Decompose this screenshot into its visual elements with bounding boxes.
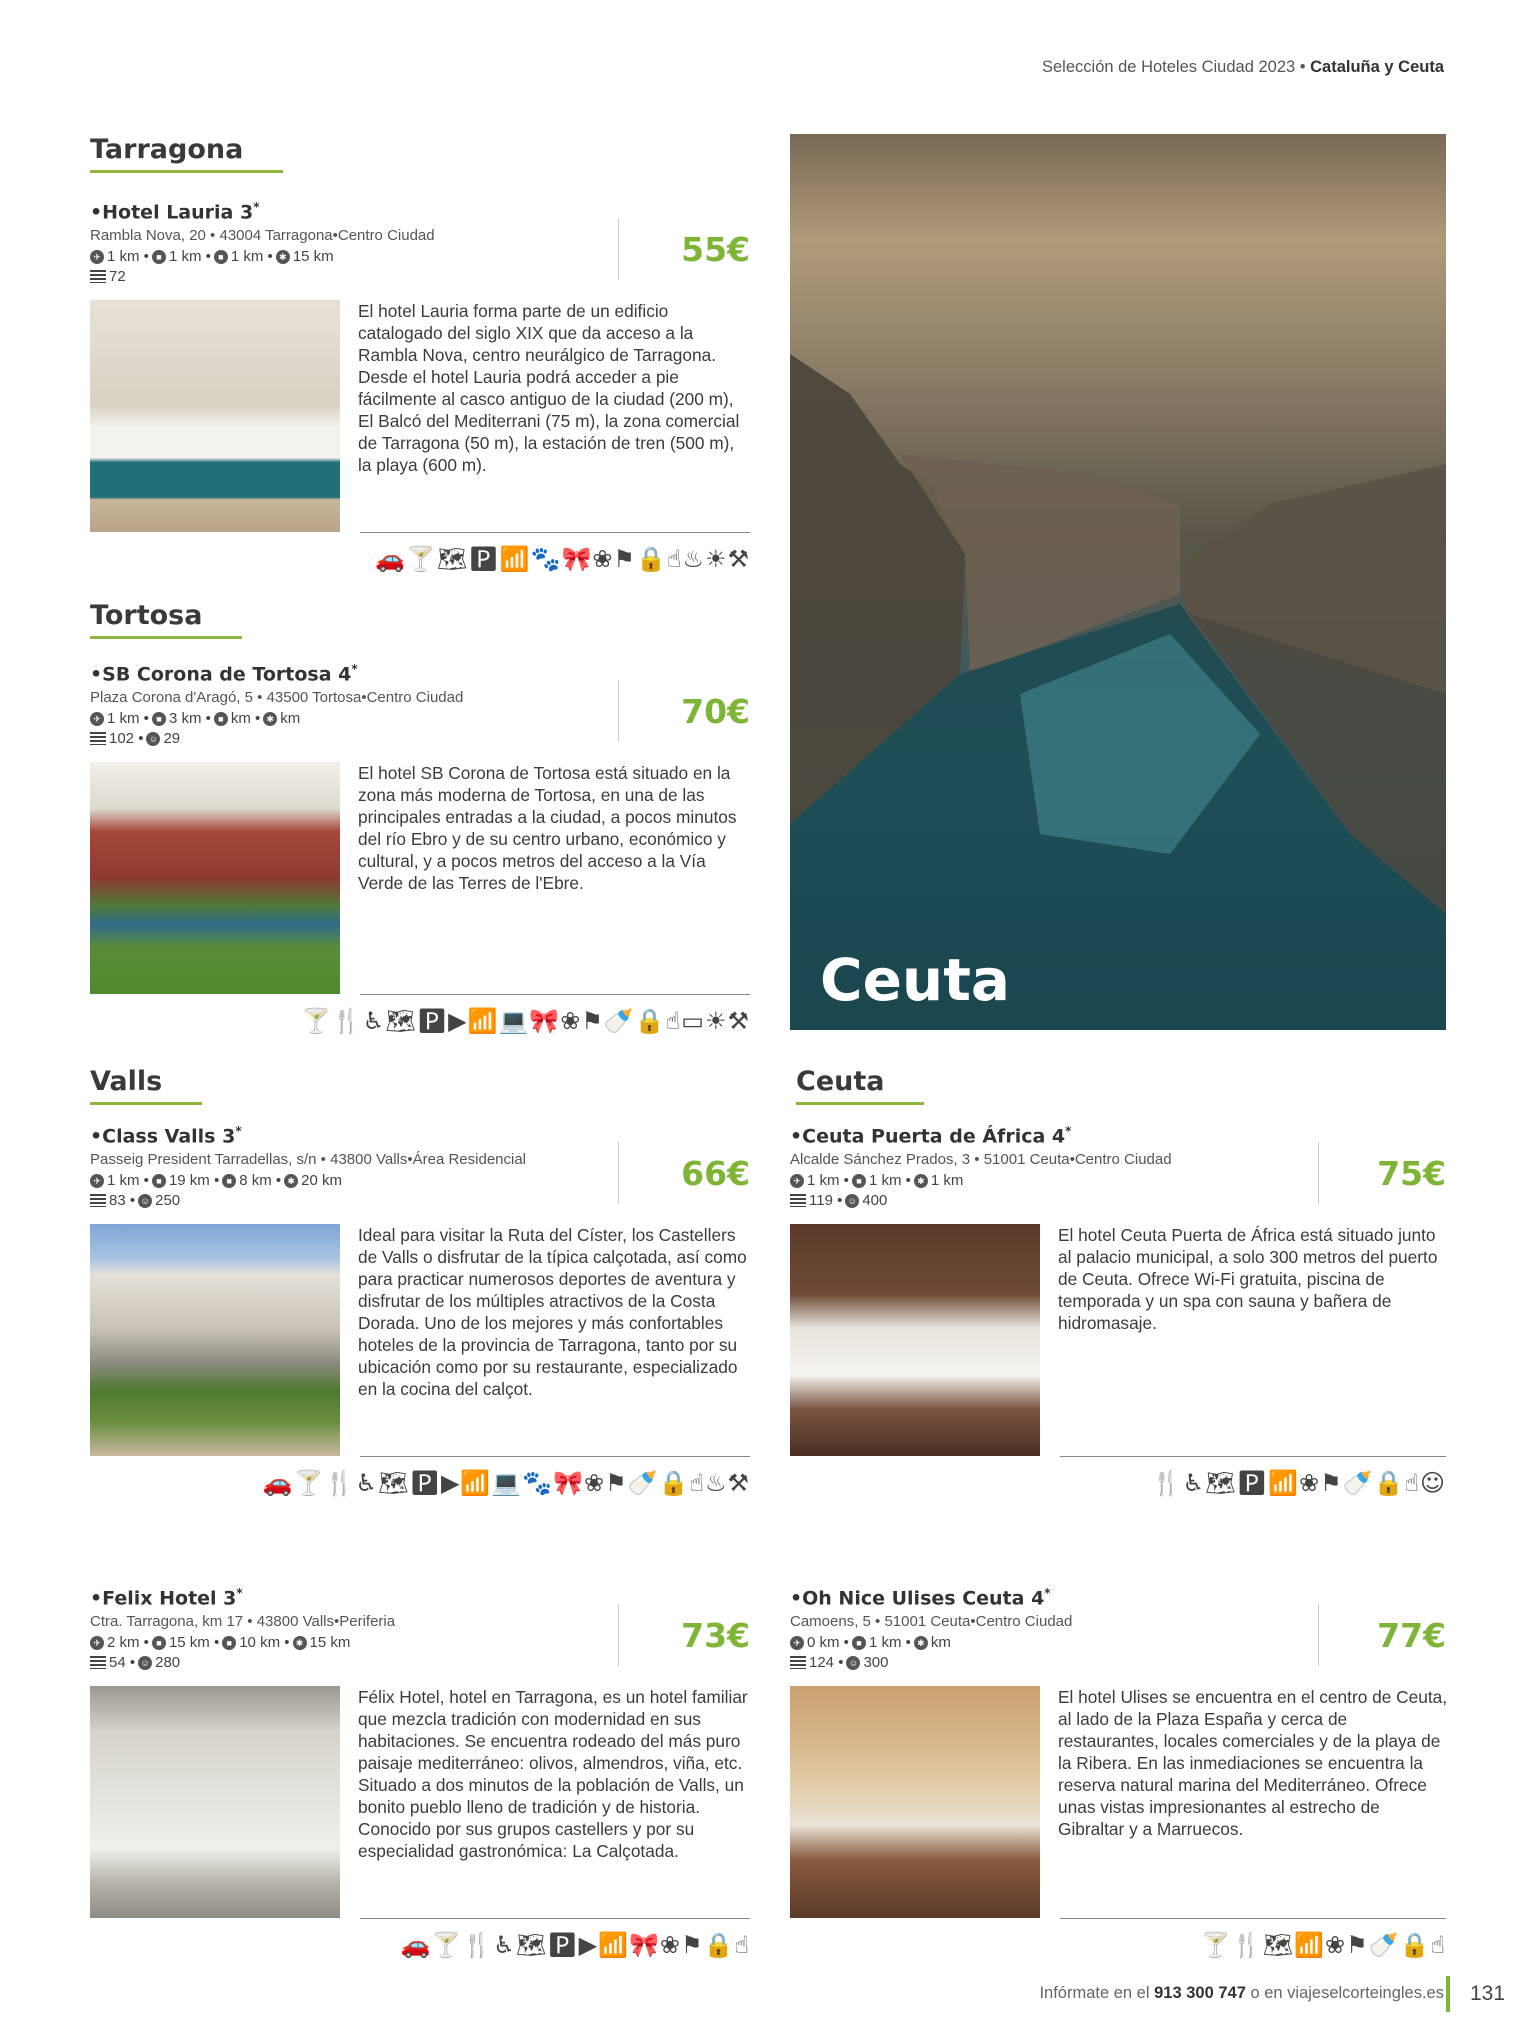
hotel-distances [790,1172,1450,1189]
people-icon: ☺ [845,1194,859,1208]
train-icon: ■ [852,1636,866,1650]
train-icon: ■ [152,1636,166,1650]
rooms-icon [90,1194,106,1207]
amenities-icon: 🍸🍴🗺📶❀⚑🍼🔒☝ [1200,1931,1446,1959]
hotel-distances [90,710,750,727]
plane-icon: ✈ [790,1636,804,1650]
distance-beach: 15 km [292,248,334,266]
rooms-count: 102 • [109,730,144,748]
hotel-name-text: •Class Valls 3 [90,1125,236,1148]
section-title: Tarragona [90,134,283,173]
divider [1060,1918,1446,1919]
rooms-count: 54 • [109,1654,136,1672]
divider [360,1456,750,1457]
page-header [1042,58,1444,77]
beach-icon: ✱ [284,1174,298,1188]
feature-image-caption: Ceuta [820,946,1011,1014]
hotel-distances [90,1634,750,1651]
hotel-star: * [236,1586,243,1600]
hotel-price: 70€ [681,692,750,731]
rooms-icon [790,1656,806,1669]
divider [618,1604,619,1666]
divider [360,1918,750,1919]
hotel-distances [90,1172,750,1189]
hotel-name [790,1124,1450,1147]
rooms-count: 83 • [109,1192,136,1210]
distance-train: 19 km • [168,1172,220,1190]
bus-icon: ■ [214,250,228,264]
hotel-description: El hotel Ulises se encuentra en el centro de Ceuta, al lado de la Plaza España y cerca de restaurantes, locales comerciales y de la playa de la Ribera. En las inmediaciones se encuentra la reserva natural marina del Mediterráneo. Ofrece unas vistas impresionantes al estrecho de Gibraltar y a Marruecos. [1058,1687,1448,1839]
hotel-capacity [90,1654,750,1671]
people-icon: ☺ [138,1656,152,1670]
distance-train: 3 km • [168,710,211,728]
hotel-name-text: •SB Corona de Tortosa 4 [90,663,352,686]
bus-icon: ■ [214,712,228,726]
hotel-address: Camoens, 5 • 51001 Ceuta•Centro Ciudad [790,1613,1073,1631]
distance-airport: 0 km • [807,1634,849,1652]
amenities-icon: 🍴♿🗺🅿📶❀⚑🍼🔒☝☺ [1151,1469,1446,1497]
hotel-name-text: •Oh Nice Ulises Ceuta 4 [790,1587,1045,1610]
beach-icon: ✱ [914,1636,928,1650]
footer-accent-bar [1446,1976,1450,2012]
distance-airport: 2 km • [107,1634,149,1652]
beach-icon: ✱ [914,1174,928,1188]
meeting-capacity: 280 [155,1654,181,1672]
hotel-card [90,662,750,1035]
header-text: Selección de Hoteles Ciudad 2023 • [1042,58,1311,76]
section-tortosa [90,600,242,639]
meeting-capacity: 29 [163,730,181,748]
meeting-capacity: 250 [155,1192,181,1210]
hotel-address: Ctra. Tarragona, km 17 • 43800 Valls•Periferia [90,1613,396,1631]
hotel-photo [90,1224,340,1456]
hotel-star: * [235,1124,242,1138]
hotel-address: Passeig President Tarradellas, s/n • 43800 Valls•Área Residencial [90,1151,527,1169]
distance-beach: km [280,710,301,728]
rooms-count: 119 • [809,1192,843,1210]
hotel-photo [90,762,340,994]
hotel-name [90,1124,750,1147]
hotel-price: 77€ [1377,1616,1446,1655]
feature-image-ceuta [790,134,1446,1030]
meeting-capacity: 300 [863,1654,889,1672]
hotel-capacity [790,1192,1450,1209]
hotel-star: * [253,200,260,214]
divider [618,218,619,280]
hotel-photo [790,1686,1040,1918]
beach-icon: ✱ [276,250,290,264]
people-icon: ☺ [146,732,160,746]
hotel-distances [90,248,750,265]
meeting-capacity: 400 [862,1192,888,1210]
divider [360,532,750,533]
bus-icon: ■ [222,1636,236,1650]
footer-contact [1039,1984,1444,2003]
distance-train: 1 km • [868,1172,911,1190]
hotel-capacity [90,268,750,285]
divider [618,1142,619,1204]
rooms-icon [790,1194,806,1207]
hotel-capacity [90,730,750,747]
hotel-card [790,1124,1450,1497]
bus-icon: ■ [222,1174,236,1188]
distance-train: 1 km • [168,248,211,266]
hotel-address: Rambla Nova, 20 • 43004 Tarragona•Centro Ciudad [90,227,435,245]
hotel-star: * [1065,1124,1072,1138]
distance-bus: km • [230,710,261,728]
section-tarragona [90,134,283,173]
divider [360,994,750,995]
plane-icon: ✈ [790,1174,804,1188]
divider [1318,1604,1319,1666]
amenities-icon: 🚗🍸🗺🅿📶🐾🎀❀⚑🔒☝♨☀⚒ [374,545,750,573]
hotel-description: El hotel Ceuta Puerta de África está situado junto al palacio municipal, a solo 300 metros del puerto de Ceuta. Ofrece Wi-Fi gratuita, piscina de temporada y un spa con sauna y bañera de hidromasaje. [1058,1225,1438,1333]
header-bold: Cataluña y Ceuta [1310,58,1444,76]
distance-airport: 1 km • [107,710,149,728]
hotel-price: 73€ [681,1616,750,1655]
hotel-name [90,662,750,685]
amenities-icon: 🚗🍸🍴♿🗺🅿▶📶💻🐾🎀❀⚑🍼🔒☝♨⚒ [262,1469,750,1497]
distance-beach: km [930,1634,951,1652]
hotel-name [790,1586,1450,1609]
footer-text: Infórmate en el [1039,1984,1155,2002]
hotel-card [90,1124,750,1497]
section-title: Ceuta [796,1066,924,1105]
hotel-star: * [351,662,358,676]
distance-beach: 15 km [309,1634,351,1652]
distance-bus: 8 km • [239,1172,282,1190]
footer-phone[interactable]: 913 300 747 [1154,1984,1246,2002]
hotel-price: 75€ [1377,1154,1446,1193]
train-icon: ■ [852,1174,866,1188]
plane-icon: ✈ [90,1174,104,1188]
distance-beach: 1 km [930,1172,964,1190]
rooms-icon [90,732,106,745]
plane-icon: ✈ [90,1636,104,1650]
amenities-icon: 🍸🍴♿🗺🅿▶📶💻🎀❀⚑🍼🔒☝▭☀⚒ [300,1007,750,1035]
amenities-icon: 🚗🍸🍴♿🗺🅿▶📶🎀❀⚑🔒☝ [400,1931,750,1959]
hotel-card [90,200,750,573]
beach-icon: ✱ [293,1636,307,1650]
plane-icon: ✈ [90,250,104,264]
hotel-star: * [1044,1586,1051,1600]
distance-airport: 1 km • [807,1172,849,1190]
hotel-name [90,1586,750,1609]
hotel-name-text: •Hotel Lauria 3 [90,201,254,224]
hotel-price: 55€ [681,230,750,269]
divider [1318,1142,1319,1204]
section-ceuta [796,1066,924,1105]
hotel-capacity [90,1192,750,1209]
distance-bus: 1 km • [230,248,273,266]
train-icon: ■ [152,712,166,726]
hotel-name-text: •Felix Hotel 3 [90,1587,237,1610]
footer-website[interactable]: o en viajeselcorteingles.es [1245,1984,1444,2002]
hotel-card [790,1586,1450,1959]
hotel-photo [90,300,340,532]
hotel-name-text: •Ceuta Puerta de África 4 [790,1125,1066,1148]
hotel-description: Ideal para visitar la Ruta del Císter, los Castellers de Valls o disfrutar de la típica calçotada, así como para practicar numerosos deportes de aventura y disfrutar de los múltiples atractivos de la Costa Dorada. Uno de los mejores y más confortables hoteles de la provincia de Tarragona, tanto por su ubicación como por su restaurante, especializado en la cocina del calçot. [358,1225,747,1399]
distance-bus: 10 km • [239,1634,290,1652]
hotel-description: Félix Hotel, hotel en Tarragona, es un hotel familiar que mezcla tradición con modernidad en sus habitaciones. Se encuentra rodeado del más puro paisaje mediterráneo: olivos, almendros, viña, etc. Situado a dos minutos de la población de Valls, un bonito pueblo lleno de tradición y de historia. Conocido por sus grupos castellers y por su especialidad gastronómica: La Calçotada. [358,1687,748,1861]
beach-icon: ✱ [263,712,277,726]
rooms-count: 124 • [809,1654,844,1672]
plane-icon: ✈ [90,712,104,726]
train-icon: ■ [152,250,166,264]
distance-beach: 20 km [301,1172,343,1190]
rooms-icon [90,270,106,283]
divider [618,680,619,742]
hotel-address: Alcalde Sánchez Prados, 3 • 51001 Ceuta•Centro Ciudad [790,1151,1172,1169]
people-icon: ☺ [846,1656,860,1670]
divider [1060,1456,1446,1457]
hotel-photo [790,1224,1040,1456]
hotel-price: 66€ [681,1154,750,1193]
hotel-capacity [790,1654,1450,1671]
distance-airport: 1 km • [107,1172,149,1190]
rooms-icon [90,1656,106,1669]
section-valls [90,1066,202,1105]
people-icon: ☺ [138,1194,152,1208]
hotel-photo [90,1686,340,1918]
page-number: 131 [1470,1982,1506,2005]
distance-train: 15 km • [168,1634,220,1652]
train-icon: ■ [152,1174,166,1188]
hotel-description: El hotel Lauria forma parte de un edificio catalogado del siglo XIX que da acceso a la Rambla Nova, centro neurálgico de Tarragona. Desde el hotel Lauria podrá acceder a pie fácilmente al casco antiguo de la ciudad (200 m), El Balcó del Mediterrani (75 m), la zona comercial de Tarragona (50 m), la estación de tren (500 m), la playa (600 m). [358,301,740,475]
hotel-description: El hotel SB Corona de Tortosa está situado en la zona más moderna de Tortosa, en una de las principales entradas a la ciudad, a pocos minutos del río Ebro y de su centro urbano, económico y cultural, y a pocos metros del acceso a la Vía Verde de las Terres de l'Ebre. [358,763,737,893]
distance-airport: 1 km • [107,248,149,266]
distance-train: 1 km • [868,1634,911,1652]
hotel-distances [790,1634,1450,1651]
rooms-count: 72 [109,268,126,286]
hotel-address: Plaza Corona d'Aragó, 5 • 43500 Tortosa•Centro Ciudad [90,689,464,707]
hotel-card [90,1586,750,1959]
hotel-name [90,200,750,223]
section-title: Tortosa [90,600,242,639]
section-title: Valls [90,1066,202,1105]
